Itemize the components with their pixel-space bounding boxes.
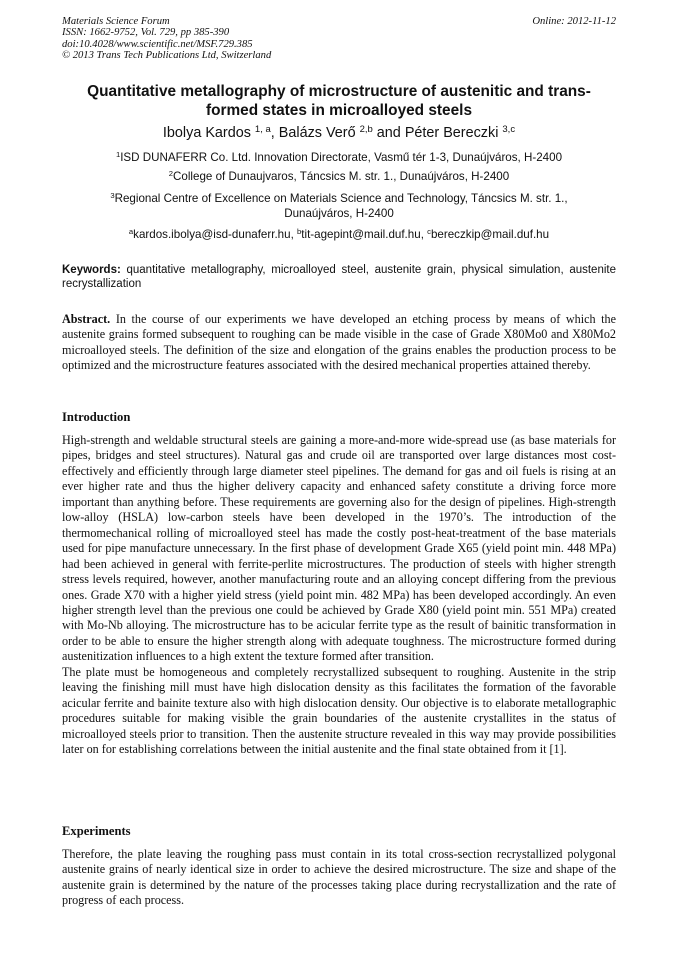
affiliation-3 — [76, 191, 602, 221]
author-name: Péter Bereczki — [404, 125, 499, 141]
email-list: $^a$kardos.ibolya@isd-dunaferr.hu, $^b$tit-agepint@mail.duf.hu, $^c$bereczkip@mail.duf.hu — [128, 226, 550, 241]
email-address[interactable]: kardos.ibolya@isd-dunaferr.hu — [133, 228, 291, 241]
author-sup: 2,b — [359, 123, 373, 135]
affiliation-sup: 3 — [110, 190, 115, 200]
author-separator: and — [372, 125, 405, 141]
author-separator: , — [270, 125, 279, 141]
author-name: Balázs Verő — [278, 125, 356, 141]
running-header — [62, 16, 616, 62]
author-list — [62, 124, 616, 142]
abstract-label: Abstract. — [62, 312, 111, 326]
affiliation-1 — [62, 150, 616, 165]
abstract-text: In the course of our experiments we have developed an etching process by means of which the austenite grains formed subsequent to roughing can be made visible in the case of Grade X80Mo0 and X80Mo2 microalloyed steels. The definition of the size and elongation of the grains enables the production process to be optimized and the microstructure features associated with the desired mechanical properties attained thereby. — [62, 312, 616, 373]
affiliation-text: College of Dunaujvaros, Táncsics M. str. 1., Dunaújváros, H-2400 — [173, 170, 510, 183]
keywords-label: Keywords: — [62, 264, 121, 276]
author-sup: 1, a — [254, 123, 271, 135]
email-address[interactable]: tit-agepint@mail.duf.hu — [301, 228, 421, 241]
journal-name: Materials Science Forum — [62, 16, 170, 27]
title-line-2: formed states in microalloyed steels — [205, 102, 472, 119]
experiments-body — [62, 847, 616, 909]
doi-line: doi:10.4028/www.scientific.net/MSF.729.385 — [62, 38, 253, 50]
introduction-paragraph-2: The plate must be homogeneous and completely recrystallized subsequent to roughing. Austenite in the strip leaving the finishing mill must have high dislocation density as this facilitates the formation of the favorable acicular ferrite and bainite texture also with high dislocation density. Our objective is to elaborate metallographic procedures suitable for making visible the grain boundaries of the austenite crystallites in the status of microalloyed steels prior to transition. Then the austenite structure revealed in this way may provide possibilities later on for establishing correlations between the initial austenite and the final state obtained from it [1]. — [62, 664, 616, 757]
affiliation-text: Regional Centre of Excellence on Materials Science and Technology, Táncsics M. str. 1., Dunaújváros, H-2400 — [114, 192, 568, 220]
email-sup: a — [128, 226, 134, 236]
paper-title — [62, 82, 616, 120]
copyright-line: © 2013 Trans Tech Publications Ltd, Switzerland — [62, 50, 272, 62]
author-name: Ibolya Kardos — [162, 125, 251, 141]
introduction-paragraph-1: High-strength and weldable structural steels are gaining a more-and-more wide-spread use (as base materials for pipes, bridges and steel structures). Natural gas and crude oil are transported over large distances most cost-effectively and efficiently through large diameter steel pipelines. The demand for gas and oil fuels is rising at an ever higher rate and thus the higher delivery capacity and enhanced safety constitute a driving force more important than anything before. These requirements are governing also for the design of pipelines. High-strength low-alloy (HSLA) low-carbon steels have been developed in the 1970’s. The introduction of the thermomechanical rolling of microalloyed steel has made the costly post-heat-treatment of the base materials used for pipe manufacture unnecessary. In the first phase of development Grade X65 (yield point min. 448 MPa) had been achieved in general with ferrite-perlite microstructures. The production of steels with higher strength stress levels required, however, another manufacturing route and an alloying concept differing from the previous ones. Grade X70 with a higher yield stress (yield point min. 482 MPa) has been developed accordingly. An even higher strength level than the previous one could be achieved by Grade X80 (yield point min. 551 MPa) created with Mo-Nb alloying. The microstructure has to be acicular ferrite type as the result of bainitic transformation in order to be able to ensure the higher strength along with adequate toughness. The microstructure formed during austenitization influences to a high extent the texture formed after transition. — [62, 433, 616, 664]
abstract-block — [62, 312, 616, 374]
affiliation-sup: 1 — [115, 149, 121, 159]
affiliation-sup: 2 — [168, 168, 174, 178]
email-sup: b — [297, 226, 302, 236]
affiliation-2 — [62, 169, 616, 184]
email-address[interactable]: bereczkip@mail.duf.hu — [430, 228, 550, 241]
affiliation-text: ISD DUNAFERR Co. Ltd. Innovation Directorate, Vasmű tér 1-3, Dunaújváros, H-2400 — [120, 151, 563, 164]
author-sup: 3,c — [502, 123, 516, 135]
experiments-heading: Experiments — [62, 824, 131, 838]
keywords-text: quantitative metallography, microalloyed steel, austenite grain, physical simulation, austenite recrystallization — [62, 264, 616, 291]
introduction-body — [62, 433, 616, 758]
online-date: Online: 2012-11-12 — [532, 16, 616, 27]
experiments-paragraph-1: Therefore, the plate leaving the roughing pass must contain in its total cross-section recrystallized polygonal austenite grains of nearly identical size in order to achieve the desired microstructure. The size and shape of the austenite grain is determined by the nature of the processes taking place during recrystallization and the rate of progress of each process. — [62, 847, 616, 908]
introduction-heading: Introduction — [62, 410, 131, 424]
title-line-1: Quantitative metallography of microstructure of austenitic and trans- — [87, 83, 591, 100]
email-sup: c — [427, 226, 431, 236]
keywords-block — [62, 263, 616, 291]
issn-line: ISSN: 1662-9752, Vol. 729, pp 385-390 — [62, 27, 230, 39]
